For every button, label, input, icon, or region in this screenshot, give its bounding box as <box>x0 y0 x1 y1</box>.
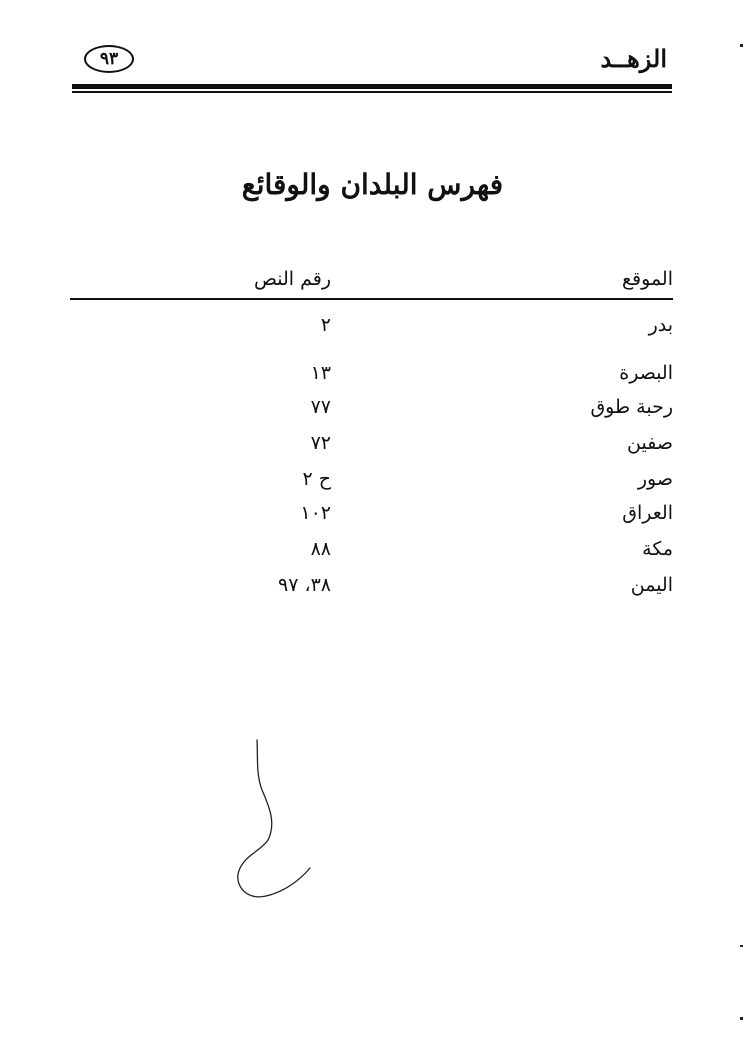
column-header-reference: رقم النص <box>253 268 331 290</box>
place-cell: البصرة <box>619 362 673 384</box>
reference-cell: ٧٢ <box>310 432 331 454</box>
reference-cell: ٨٨ <box>310 538 331 560</box>
page-number-text: ٩٣ <box>99 49 119 69</box>
scan-mark <box>740 1017 743 1020</box>
index-table <box>70 262 673 596</box>
reference-cell: ٢ <box>320 314 331 336</box>
table-header <box>70 262 673 300</box>
table-row <box>70 362 673 392</box>
reference-cell: ح ٢ <box>302 468 331 490</box>
scan-mark <box>740 945 743 947</box>
scan-mark <box>740 44 743 47</box>
place-cell: العراق <box>622 502 673 524</box>
place-cell: بدر <box>648 314 673 336</box>
table-row <box>70 396 673 426</box>
index-title: فهرس البلدان والوقائع <box>241 168 504 201</box>
table-row <box>70 432 673 462</box>
table-row <box>70 502 673 532</box>
header-rule-thin <box>72 91 672 93</box>
running-title: الزهــد <box>600 44 667 73</box>
page-number <box>84 45 134 73</box>
place-cell: صفين <box>627 432 673 454</box>
reference-cell: ١٠٢ <box>300 502 331 524</box>
place-cell: مكة <box>642 538 673 560</box>
hand-drawn-squiggle <box>232 736 322 906</box>
reference-cell: ١٣ <box>310 362 331 384</box>
place-cell: رحبة طوق <box>590 396 673 418</box>
table-row <box>70 314 673 344</box>
table-row <box>70 538 673 568</box>
table-row <box>70 468 673 498</box>
table-row <box>70 574 673 604</box>
reference-cell: ٣٨، ٩٧ <box>277 574 331 596</box>
place-cell: صور <box>637 468 673 490</box>
header-rule-thick <box>72 84 672 89</box>
place-cell: اليمن <box>630 574 673 596</box>
column-header-place: الموقع <box>621 268 673 290</box>
reference-cell: ٧٧ <box>310 396 331 418</box>
